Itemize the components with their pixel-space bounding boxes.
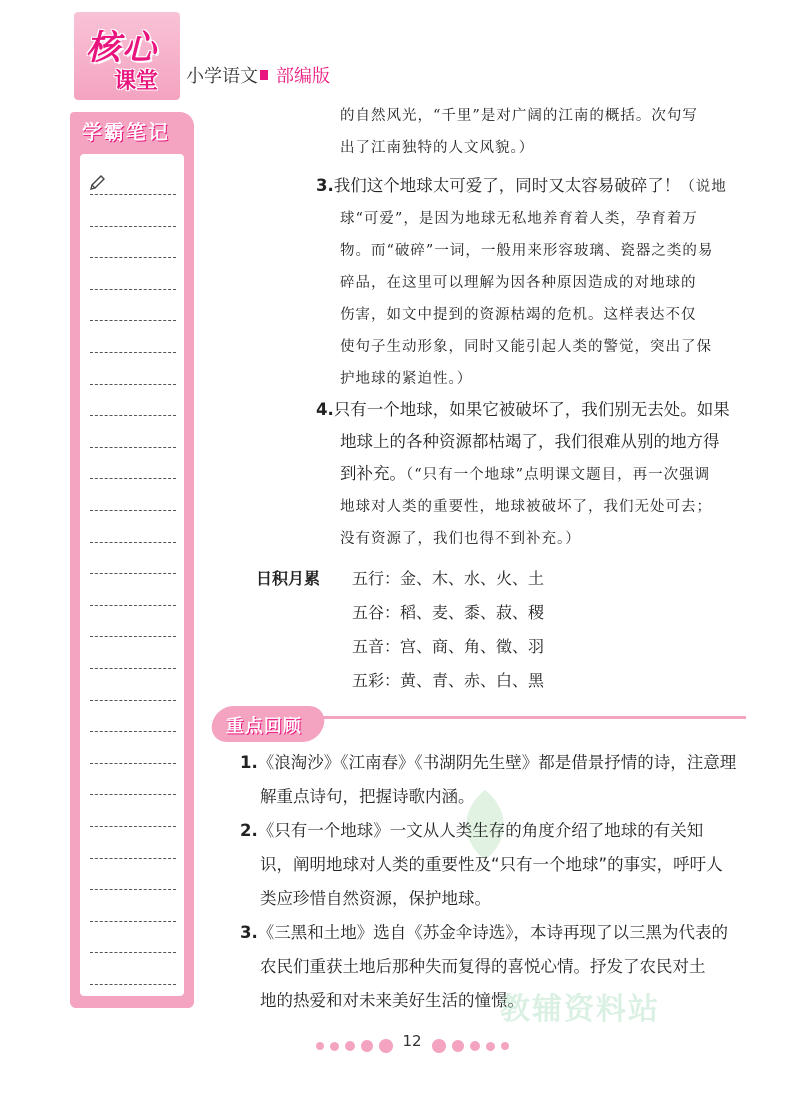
note-line (90, 289, 176, 290)
note-line (90, 226, 176, 227)
notes-panel (70, 146, 194, 1008)
item-note: 使句子生动形象，同时又能引起人类的警觉，突出了保 (340, 339, 712, 355)
note-line (90, 510, 176, 511)
page-dot (452, 1040, 464, 1052)
accumulation-line: 五谷：稻、麦、黍、菽、稷 (352, 603, 545, 622)
watermark: 教辅资料站 (500, 992, 660, 1027)
review-number: 2. (240, 821, 258, 840)
page-dot (432, 1039, 446, 1053)
review-text: 农民们重获土地后那种失而复得的喜悦心情。抒发了农民对土 (260, 957, 706, 976)
item-note: 地球对人类的重要性，地球被破坏了，我们无处可去； (340, 499, 712, 515)
note-line (90, 257, 176, 258)
item-number: 4. (316, 400, 334, 419)
page-dot (486, 1042, 495, 1051)
note-line (90, 731, 176, 732)
review-text: 《只有一个地球》一文从人类生存的角度介绍了地球的有关知 (257, 821, 704, 840)
note-line (90, 794, 176, 795)
notes-area (80, 154, 184, 996)
note-line (90, 605, 176, 606)
item-text: 我们这个地球太可爱了，同时又太容易破碎了！ (333, 176, 681, 195)
review-text: 《三黑和土地》选自《苏金伞诗选》，本诗再现了以三黑为代表的 (257, 923, 728, 942)
logo-text-2: 课堂 (114, 69, 159, 94)
page-dot (316, 1042, 324, 1050)
review-text: 识，阐明地球对人类的重要性及“只有一个地球”的事实，呼吁人 (260, 855, 723, 874)
note-line (90, 415, 176, 416)
note-line (90, 763, 176, 764)
note-line (90, 700, 176, 701)
note-line (90, 668, 176, 669)
note-line (90, 952, 176, 953)
item-text: 地球上的各种资源都枯竭了，我们很难从别的地方得 (340, 432, 720, 451)
item-note: 伤害，如文中提到的资源枯竭的危机。这样表达不仅 (340, 307, 697, 323)
item-note: （“只有一个地球”点明课文题目，再一次强调 (406, 467, 711, 483)
review-text: 《浪淘沙》《江南春》《书湖阴先生壁》都是借景抒情的诗，注意理 (257, 753, 737, 772)
note-line (90, 984, 176, 985)
item-note: 碎品，在这里可以理解为因各种原因造成的对地球的 (340, 275, 697, 291)
page-footer (0, 1032, 800, 1052)
review-number: 3. (240, 923, 258, 942)
review-item-2 (240, 814, 723, 916)
page-dot (330, 1042, 339, 1051)
continuation-line-2: 出了江南独特的人文风貌。） (340, 140, 535, 156)
edition-label: 部编版 (276, 66, 330, 87)
item-note: （说地 (680, 179, 727, 195)
continuation-line-1: 的自然风光，“千里”是对广阔的江南的概括。次句写 (340, 108, 698, 124)
item-note: 球“可爱”，是因为地球无私地养育着人类，孕育着万 (340, 211, 698, 227)
note-line (90, 826, 176, 827)
note-line (90, 447, 176, 448)
page-dot (379, 1039, 393, 1053)
notes-title: 学霸笔记 (82, 120, 170, 144)
logo-text-1: 核心 (86, 28, 158, 68)
review-number: 1. (240, 753, 258, 772)
separator-icon (260, 70, 268, 80)
review-title: 重点回顾 (225, 716, 302, 737)
accumulation-title: 日积月累 (256, 569, 321, 588)
note-line (90, 858, 176, 859)
note-line (90, 352, 176, 353)
logo (74, 12, 180, 100)
pencil-icon (88, 174, 106, 192)
item-4 (316, 394, 730, 555)
note-line (90, 542, 176, 543)
note-line (90, 889, 176, 890)
note-line (90, 320, 176, 321)
note-line (90, 478, 176, 479)
accumulation-line: 五音：宫、商、角、徵、羽 (352, 637, 545, 656)
accumulation-line: 五彩：黄、青、赤、白、黑 (352, 671, 545, 690)
item-3 (316, 170, 727, 395)
review-banner (209, 706, 327, 742)
item-number: 3. (316, 176, 334, 195)
item-text: 到补充。 (340, 464, 406, 483)
page-number: 12 (402, 1032, 422, 1050)
page-dot (361, 1040, 373, 1052)
page-dot (345, 1041, 355, 1051)
item-note: 物。而“破碎”一词，一般用来形容玻璃、瓷器之类的易 (340, 243, 714, 259)
notes-tab (70, 112, 194, 146)
page-dot (470, 1041, 480, 1051)
review-text: 类应珍惜自然资源，保护地球。 (260, 889, 491, 908)
item-text: 只有一个地球，如果它被破坏了，我们别无去处。如果 (333, 400, 730, 419)
accumulation-line: 五行：金、木、水、火、土 (352, 569, 545, 588)
note-line (90, 194, 176, 195)
subject-label: 小学语文 (186, 66, 258, 87)
note-line (90, 384, 176, 385)
note-line (90, 921, 176, 922)
review-item-1 (240, 746, 736, 814)
note-line (90, 573, 176, 574)
item-note: 没有资源了，我们也得不到补充。） (340, 531, 581, 547)
page-dot (501, 1042, 509, 1050)
note-line (90, 636, 176, 637)
review-text: 地的热爱和对未来美好生活的憧憬。 (260, 991, 524, 1010)
item-note: 护地球的紧迫性。） (340, 371, 473, 387)
review-text: 解重点诗句，把握诗歌内涵。 (260, 787, 475, 806)
